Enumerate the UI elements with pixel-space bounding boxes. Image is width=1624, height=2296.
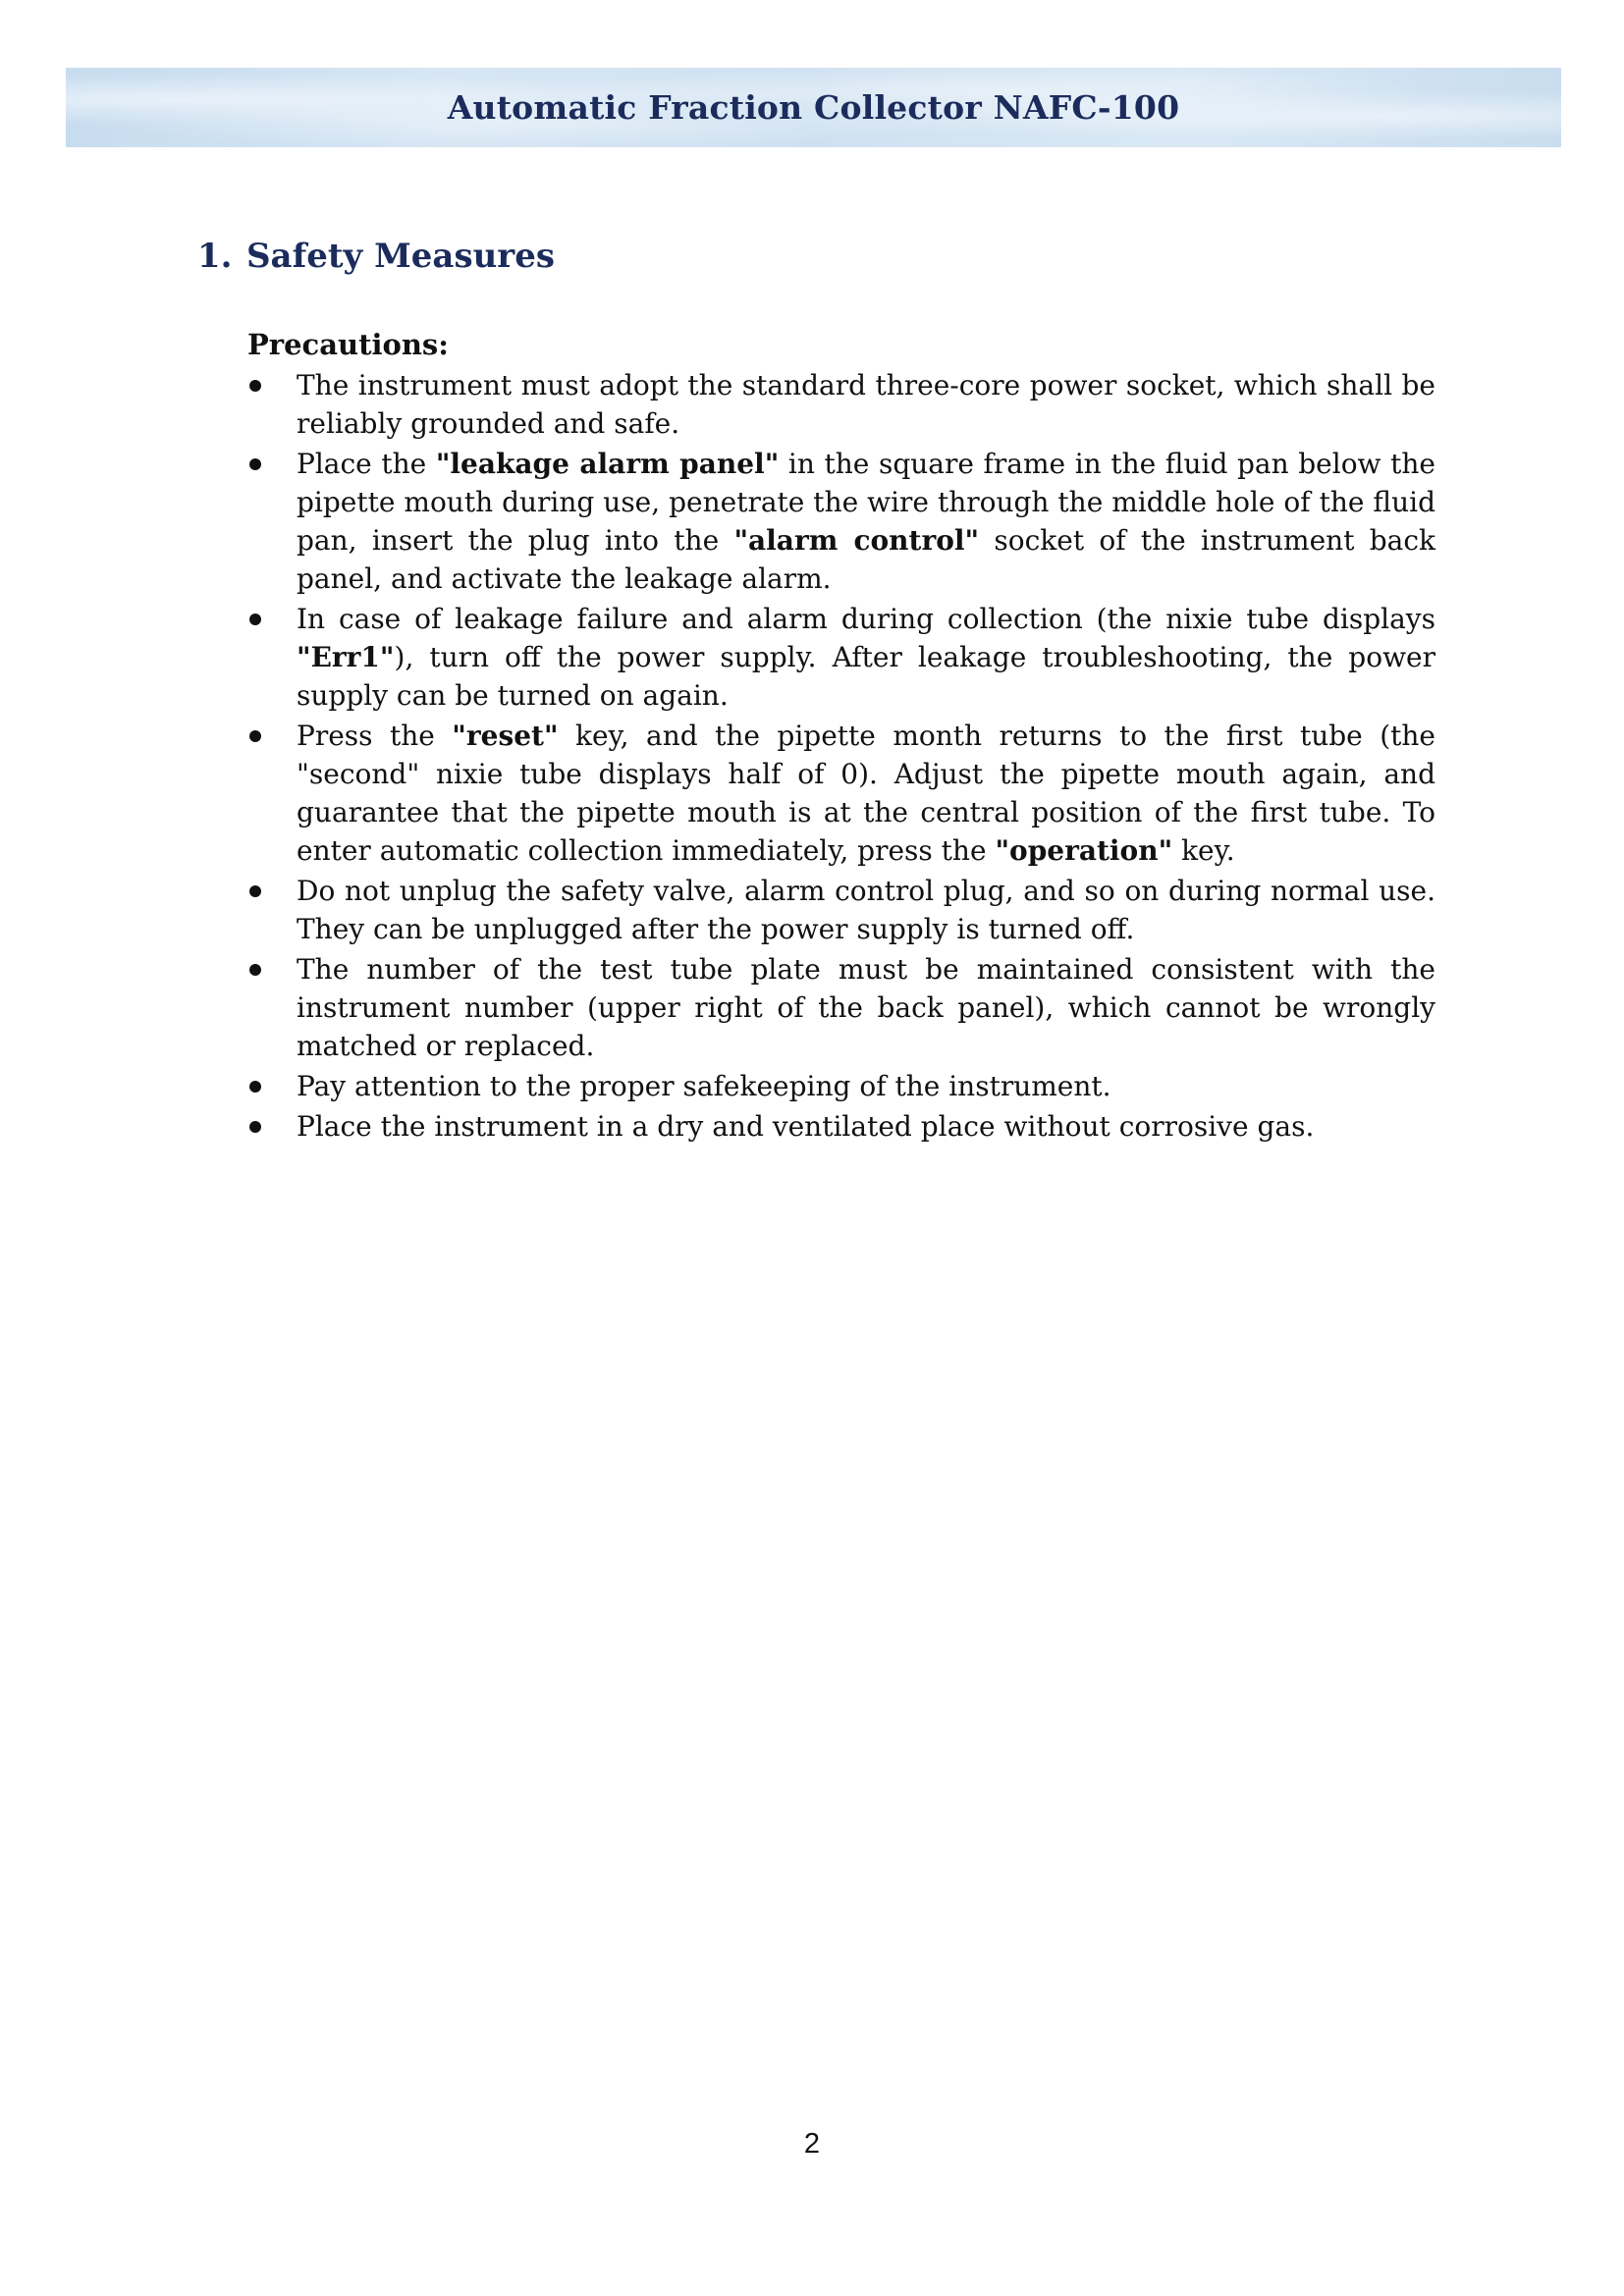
bold-term: "leakage alarm panel" bbox=[435, 448, 780, 480]
bold-term: "Err1" bbox=[297, 641, 395, 673]
bullet-icon bbox=[249, 458, 261, 470]
list-item bbox=[247, 445, 1435, 598]
section-number: 1. bbox=[197, 237, 233, 276]
list-item-text: Place the bbox=[297, 448, 436, 480]
list-item bbox=[247, 950, 1435, 1065]
section-title: Safety Measures bbox=[246, 237, 555, 276]
header-banner bbox=[66, 68, 1561, 147]
list-item bbox=[247, 717, 1435, 870]
list-item bbox=[247, 1067, 1435, 1105]
precautions-label: Precautions: bbox=[247, 328, 449, 361]
list-item bbox=[247, 1107, 1435, 1146]
precautions-list bbox=[247, 366, 1435, 1148]
bold-term: "operation" bbox=[995, 834, 1173, 867]
list-item-text: in the square frame in the fluid pan below the pipette mouth during use, penetrate the wire through the middle hole of the fluid pan, insert the plug into the bbox=[297, 448, 1435, 557]
list-item-text: ), turn off the power supply. After leakage troubleshooting, the power supply can be turned on again. bbox=[297, 641, 1435, 712]
list-item-text: key. bbox=[1172, 834, 1235, 867]
bold-term: "reset" bbox=[452, 720, 559, 752]
list-item-text: The instrument must adopt the standard three-core power socket, which shall be reliably grounded and safe. bbox=[297, 369, 1435, 440]
document-title: Automatic Fraction Collector NAFC-100 bbox=[447, 88, 1180, 127]
list-item-text: Press the bbox=[297, 720, 453, 752]
bullet-icon bbox=[249, 885, 261, 897]
list-item bbox=[247, 872, 1435, 948]
list-item bbox=[247, 600, 1435, 715]
bullet-icon bbox=[249, 964, 261, 976]
list-item-text: Do not unplug the safety valve, alarm control plug, and so on during normal use. They can be unplugged after the power supply is turned off. bbox=[297, 875, 1435, 945]
bullet-icon bbox=[249, 380, 261, 392]
bullet-icon bbox=[249, 730, 261, 742]
list-item-text: key, and the pipette month returns to the first tube (the "second" nixie tube displays half of 0). Adjust the pipette mouth again, and guarantee that the pipette mouth is at the central position of the first tube. To enter automatic collection immediately, press the bbox=[297, 720, 1435, 867]
bold-term: "alarm control" bbox=[733, 524, 980, 557]
list-item-text: In case of leakage failure and alarm during collection (the nixie tube displays bbox=[297, 603, 1435, 635]
list-item bbox=[247, 366, 1435, 443]
bullet-icon bbox=[249, 1121, 261, 1133]
list-item-text: Pay attention to the proper safekeeping of the instrument. bbox=[297, 1070, 1111, 1102]
list-item-text: The number of the test tube plate must be maintained consistent with the instrument number (upper right of the back panel), which cannot be wrongly matched or replaced. bbox=[297, 953, 1435, 1062]
bullet-icon bbox=[249, 1081, 261, 1093]
page-number: 2 bbox=[803, 2128, 821, 2160]
section-heading bbox=[197, 237, 555, 276]
list-item-text: socket of the instrument back panel, and activate the leakage alarm. bbox=[297, 524, 1435, 595]
list-item-text: Place the instrument in a dry and ventilated place without corrosive gas. bbox=[297, 1110, 1315, 1143]
bullet-icon bbox=[249, 614, 261, 625]
